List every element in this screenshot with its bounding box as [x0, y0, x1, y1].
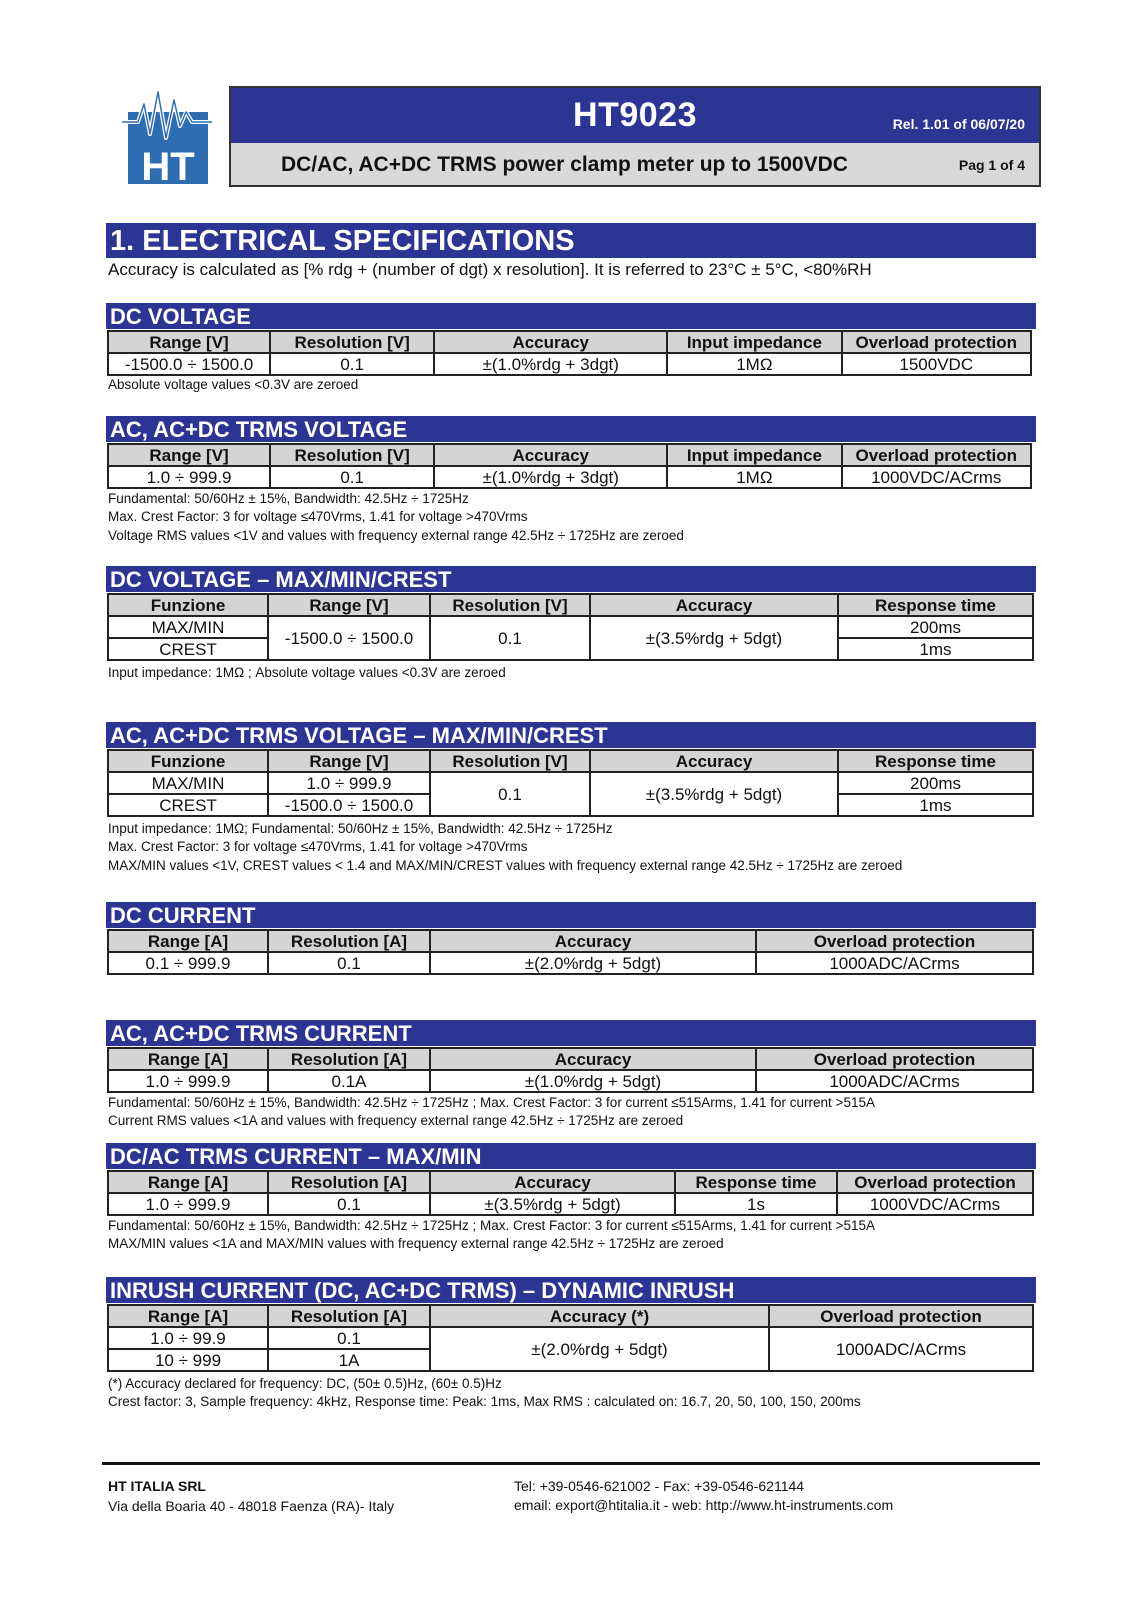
header-title-band: [231, 88, 1039, 143]
header-cell: Range [A]: [108, 1305, 268, 1327]
model-name: HT9023: [573, 96, 697, 134]
table-cell: 1000ADC/ACrms: [769, 1327, 1033, 1371]
note-line: Max. Crest Factor: 3 for voltage ≤470Vrms, 1.41 for voltage >470Vrms: [108, 839, 528, 854]
note-line: Crest factor: 3, Sample frequency: 4kHz, Response time: Peak: 1ms, Max RMS : calculated on: 16.7, 20, 50, 100, 150, 200ms: [108, 1394, 861, 1409]
header-cell: Overload protection: [842, 444, 1032, 466]
table-cell: 0.1: [270, 353, 434, 375]
header-cell: Overload protection: [837, 1171, 1033, 1193]
table-cell: 0.1: [268, 1327, 430, 1349]
header-cell: Resolution [V]: [270, 331, 434, 353]
product-description: DC/AC, AC+DC TRMS power clamp meter up to 1500VDC: [281, 153, 848, 176]
document-header: [229, 86, 1041, 187]
header-cell: Input impedance: [667, 444, 841, 466]
footer-email: email: export@htitalia.it - web: http://www.ht-instruments.com: [514, 1497, 894, 1513]
ac-current-table: [107, 1047, 1034, 1093]
table-cell: 200ms: [838, 772, 1033, 794]
table-cell: CREST: [108, 638, 268, 660]
table-cell: ±(3.5%rdg + 5dgt): [430, 1193, 675, 1215]
dc-voltage-title: DC VOLTAGE: [106, 303, 1036, 329]
footer-phone: Tel: +39-0546-621002 - Fax: +39-0546-621144: [514, 1478, 805, 1494]
table-cell: 1.0 ÷ 99.9: [108, 1327, 268, 1349]
current-maxmin-title: DC/AC TRMS CURRENT – MAX/MIN: [106, 1143, 1036, 1169]
table-cell: -1500.0 ÷ 1500.0: [268, 794, 430, 816]
table-cell: 1.0 ÷ 999.9: [108, 1193, 268, 1215]
svg-text:HT: HT: [141, 145, 195, 187]
note-line: Input impedance: 1MΩ ; Absolute voltage values <0.3V are zeroed: [108, 665, 506, 680]
header-cell: Response time: [838, 594, 1033, 616]
ht-logo-icon: [120, 82, 215, 187]
header-subtitle-band: [231, 143, 1039, 185]
note-line: Fundamental: 50/60Hz ± 15%, Bandwidth: 42.5Hz ÷ 1725Hz ; Max. Crest Factor: 3 for current ≤515Arms, 1.41 for current >515A: [108, 1218, 875, 1233]
current-maxmin-table: [107, 1170, 1034, 1216]
header-cell: Range [V]: [108, 444, 270, 466]
table-cell: 1000ADC/ACrms: [756, 952, 1033, 974]
note-line: MAX/MIN values <1V, CREST values < 1.4 and MAX/MIN/CREST values with frequency external range 42.5Hz ÷ 1725Hz are zeroed: [108, 858, 903, 873]
table-cell: 1.0 ÷ 999.9: [268, 772, 430, 794]
dc-voltage-table: [107, 330, 1032, 376]
release-label: Rel. 1.01 of 06/07/20: [892, 116, 1025, 132]
ac-voltage-title: AC, AC+DC TRMS VOLTAGE: [106, 416, 1036, 442]
table-cell: -1500.0 ÷ 1500.0: [268, 616, 430, 660]
table-row: [108, 353, 1031, 375]
section-title: 1. ELECTRICAL SPECIFICATIONS: [106, 223, 1036, 258]
header-cell: Range [A]: [108, 1171, 268, 1193]
table-cell: 0.1: [270, 466, 434, 488]
header-cell: Resolution [V]: [270, 444, 434, 466]
table-cell: 1MΩ: [667, 353, 841, 375]
table-cell: ±(1.0%rdg + 3dgt): [434, 353, 667, 375]
header-cell: Response time: [838, 750, 1033, 772]
header-cell: Overload protection: [756, 930, 1033, 952]
header-cell: Resolution [V]: [430, 594, 590, 616]
footer-divider: [102, 1462, 1040, 1465]
note-line: Max. Crest Factor: 3 for voltage ≤470Vrms, 1.41 for voltage >470Vrms: [108, 509, 528, 524]
table-cell: 1500VDC: [842, 353, 1032, 375]
table-cell: 0.1A: [268, 1070, 430, 1092]
note-line: (*) Accuracy declared for frequency: DC, (50± 0.5)Hz, (60± 0.5)Hz: [108, 1376, 502, 1391]
table-cell: 1ms: [838, 638, 1033, 660]
ac-voltage-maxmin-table: [107, 749, 1034, 817]
table-cell: ±(3.5%rdg + 5dgt): [590, 616, 838, 660]
header-cell: Range [V]: [268, 594, 430, 616]
inrush-title: INRUSH CURRENT (DC, AC+DC TRMS) – DYNAMIC INRUSH: [106, 1277, 1036, 1303]
table-cell: ±(3.5%rdg + 5dgt): [590, 772, 838, 816]
ac-current-title: AC, AC+DC TRMS CURRENT: [106, 1020, 1036, 1046]
table-row: [108, 616, 1033, 638]
header-cell: Range [A]: [108, 1048, 268, 1070]
table-cell: 200ms: [838, 616, 1033, 638]
ht-logo: [120, 82, 215, 187]
table-cell: 0.1: [268, 1193, 430, 1215]
table-cell: ±(1.0%rdg + 3dgt): [434, 466, 667, 488]
accuracy-intro: Accuracy is calculated as [% rdg + (number of dgt) x resolution]. It is referred to 23°C ± 5°C, <80%RH: [108, 260, 872, 279]
table-cell: CREST: [108, 794, 268, 816]
inrush-table: [107, 1304, 1034, 1372]
header-cell: Range [V]: [268, 750, 430, 772]
dc-current-table: [107, 929, 1034, 975]
note-line: Voltage RMS values <1V and values with frequency external range 42.5Hz ÷ 1725Hz are zeroed: [108, 528, 684, 543]
table-cell: 10 ÷ 999: [108, 1349, 268, 1371]
header-cell: Resolution [A]: [268, 1171, 430, 1193]
header-cell: Overload protection: [842, 331, 1032, 353]
table-cell: MAX/MIN: [108, 616, 268, 638]
header-cell: Funzione: [108, 594, 268, 616]
table-row: [108, 1070, 1033, 1092]
table-cell: 1000ADC/ACrms: [756, 1070, 1033, 1092]
header-cell: Resolution [V]: [430, 750, 590, 772]
table-row: [108, 772, 1033, 794]
header-cell: Range [V]: [108, 331, 270, 353]
header-cell: Accuracy: [430, 1171, 675, 1193]
header-cell: Accuracy (*): [430, 1305, 769, 1327]
header-cell: Resolution [A]: [268, 1048, 430, 1070]
header-cell: Response time: [675, 1171, 837, 1193]
table-cell: ±(2.0%rdg + 5dgt): [430, 1327, 769, 1371]
table-cell: 1.0 ÷ 999.9: [108, 1070, 268, 1092]
header-cell: Resolution [A]: [268, 930, 430, 952]
note-line: Current RMS values <1A and values with frequency external range 42.5Hz ÷ 1725Hz are zeroed: [108, 1113, 684, 1128]
table-cell: 1MΩ: [667, 466, 841, 488]
table-cell: 1s: [675, 1193, 837, 1215]
header-cell: Overload protection: [756, 1048, 1033, 1070]
header-cell: Resolution [A]: [268, 1305, 430, 1327]
table-row: [108, 952, 1033, 974]
ac-voltage-maxmin-title: AC, AC+DC TRMS VOLTAGE – MAX/MIN/CREST: [106, 722, 1036, 748]
footer-address: Via della Boaria 40 - 48018 Faenza (RA)- Italy: [108, 1498, 395, 1514]
dc-voltage-maxmin-table: [107, 593, 1034, 661]
table-cell: 0.1 ÷ 999.9: [108, 952, 268, 974]
table-cell: MAX/MIN: [108, 772, 268, 794]
header-cell: Accuracy: [430, 930, 756, 952]
table-cell: ±(1.0%rdg + 5dgt): [430, 1070, 756, 1092]
header-cell: Accuracy: [590, 750, 838, 772]
header-cell: Range [A]: [108, 930, 268, 952]
table-row: [108, 1327, 1033, 1349]
table-cell: 0.1: [430, 772, 590, 816]
header-cell: Funzione: [108, 750, 268, 772]
table-row: [108, 1193, 1033, 1215]
table-cell: 0.1: [268, 952, 430, 974]
table-cell: 1000VDC/ACrms: [842, 466, 1032, 488]
footer-company: HT ITALIA SRL: [108, 1478, 206, 1494]
header-cell: Accuracy: [590, 594, 838, 616]
table-cell: 0.1: [430, 616, 590, 660]
dc-current-title: DC CURRENT: [106, 902, 1036, 928]
note-line: Fundamental: 50/60Hz ± 15%, Bandwidth: 42.5Hz ÷ 1725Hz: [108, 491, 469, 506]
page-number: Pag 1 of 4: [958, 157, 1025, 173]
dc-voltage-maxmin-title: DC VOLTAGE – MAX/MIN/CREST: [106, 566, 1036, 592]
table-cell: 1.0 ÷ 999.9: [108, 466, 270, 488]
ac-voltage-table: [107, 443, 1032, 489]
table-cell: -1500.0 ÷ 1500.0: [108, 353, 270, 375]
note-line: Absolute voltage values <0.3V are zeroed: [108, 377, 359, 392]
note-line: Fundamental: 50/60Hz ± 15%, Bandwidth: 42.5Hz ÷ 1725Hz ; Max. Crest Factor: 3 for current ≤515Arms, 1.41 for current >515A: [108, 1095, 875, 1110]
header-cell: Accuracy: [430, 1048, 756, 1070]
header-cell: Input impedance: [667, 331, 841, 353]
header-cell: Accuracy: [434, 331, 667, 353]
note-line: Input impedance: 1MΩ; Fundamental: 50/60Hz ± 15%, Bandwidth: 42.5Hz ÷ 1725Hz: [108, 821, 613, 836]
table-cell: 1A: [268, 1349, 430, 1371]
table-cell: 1ms: [838, 794, 1033, 816]
header-cell: Overload protection: [769, 1305, 1033, 1327]
table-cell: 1000VDC/ACrms: [837, 1193, 1033, 1215]
note-line: MAX/MIN values <1A and MAX/MIN values with frequency external range 42.5Hz ÷ 1725Hz are zeroed: [108, 1236, 724, 1251]
header-cell: Accuracy: [434, 444, 667, 466]
table-cell: ±(2.0%rdg + 5dgt): [430, 952, 756, 974]
table-row: [108, 466, 1031, 488]
